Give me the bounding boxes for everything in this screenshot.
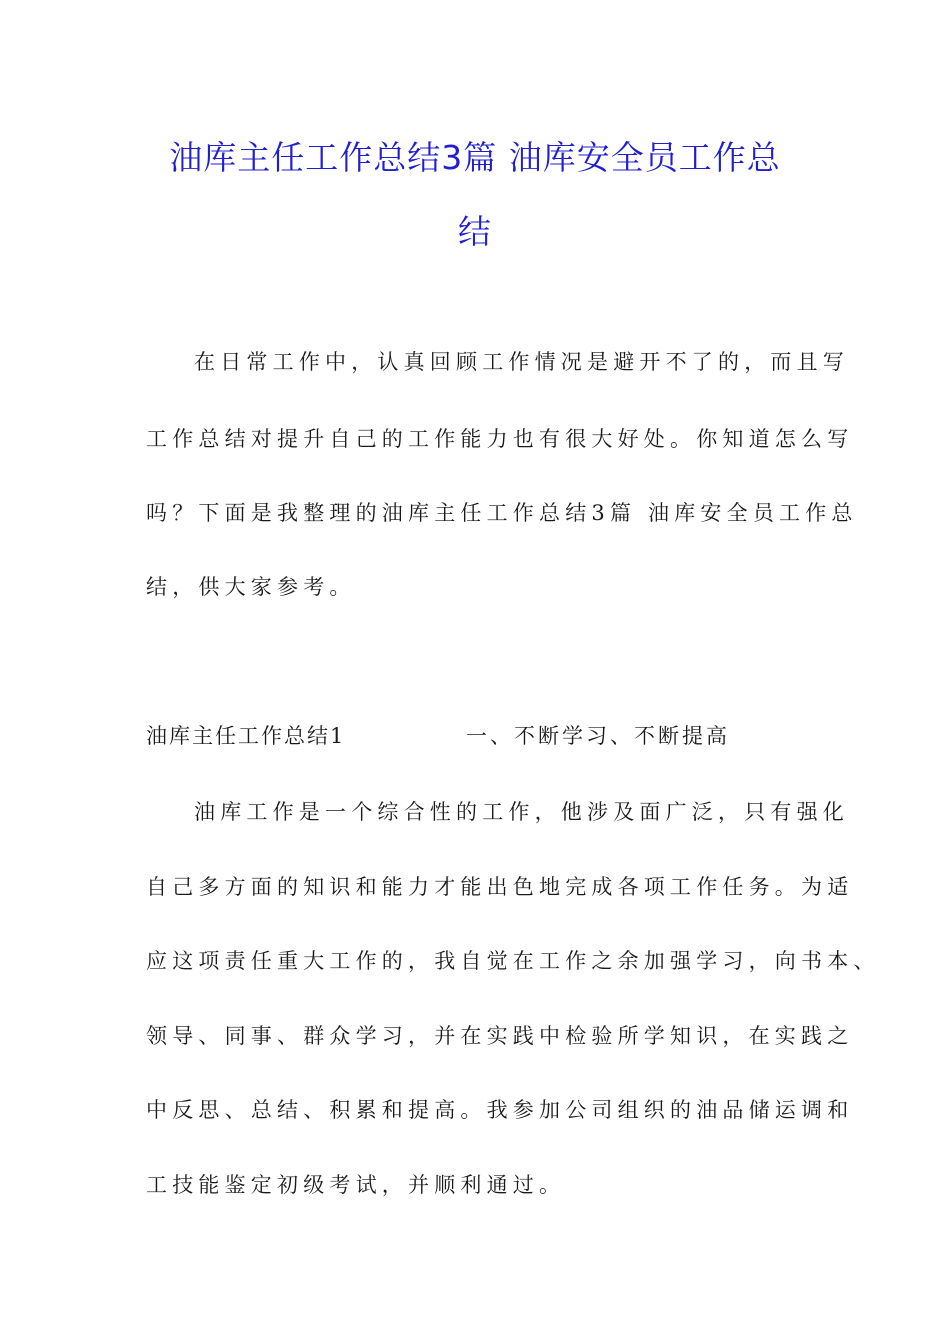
document-title-line-1: 油库主任工作总结3篇 油库安全员工作总 [169, 138, 781, 177]
intro-line: 结，供大家参考。 [146, 575, 356, 599]
body-line: 应这项责任重大工作的，我自觉在工作之余加强学习，向书本、 [146, 949, 880, 973]
body-line: 中反思、总结、积累和提高。我参加公司组织的油品储运调和 [146, 1098, 854, 1122]
document-title-line-2: 结 [458, 212, 492, 251]
body-line: 自己多方面的知识和能力才能出色地完成各项工作任务。为适 [146, 875, 854, 899]
body-line: 领导、同事、群众学习，并在实践中检验所学知识，在实践之 [146, 1024, 854, 1048]
intro-line: 在日常工作中，认真回顾工作情况是避开不了的，而且写 [194, 350, 849, 374]
section-heading: 油库主任工作总结1 [146, 724, 346, 748]
intro-line: 工作总结对提升自己的工作能力也有很大好处。你知道怎么写 [146, 427, 854, 451]
subsection-heading: 一、不断学习、不断提高 [466, 724, 730, 748]
body-line: 油库工作是一个综合性的工作，他涉及面广泛，只有强化 [194, 800, 849, 824]
body-line: 工技能鉴定初级考试，并顺利通过。 [146, 1173, 566, 1197]
intro-line: 吗？下面是我整理的油库主任工作总结3篇 油库安全员工作总 [146, 501, 858, 525]
